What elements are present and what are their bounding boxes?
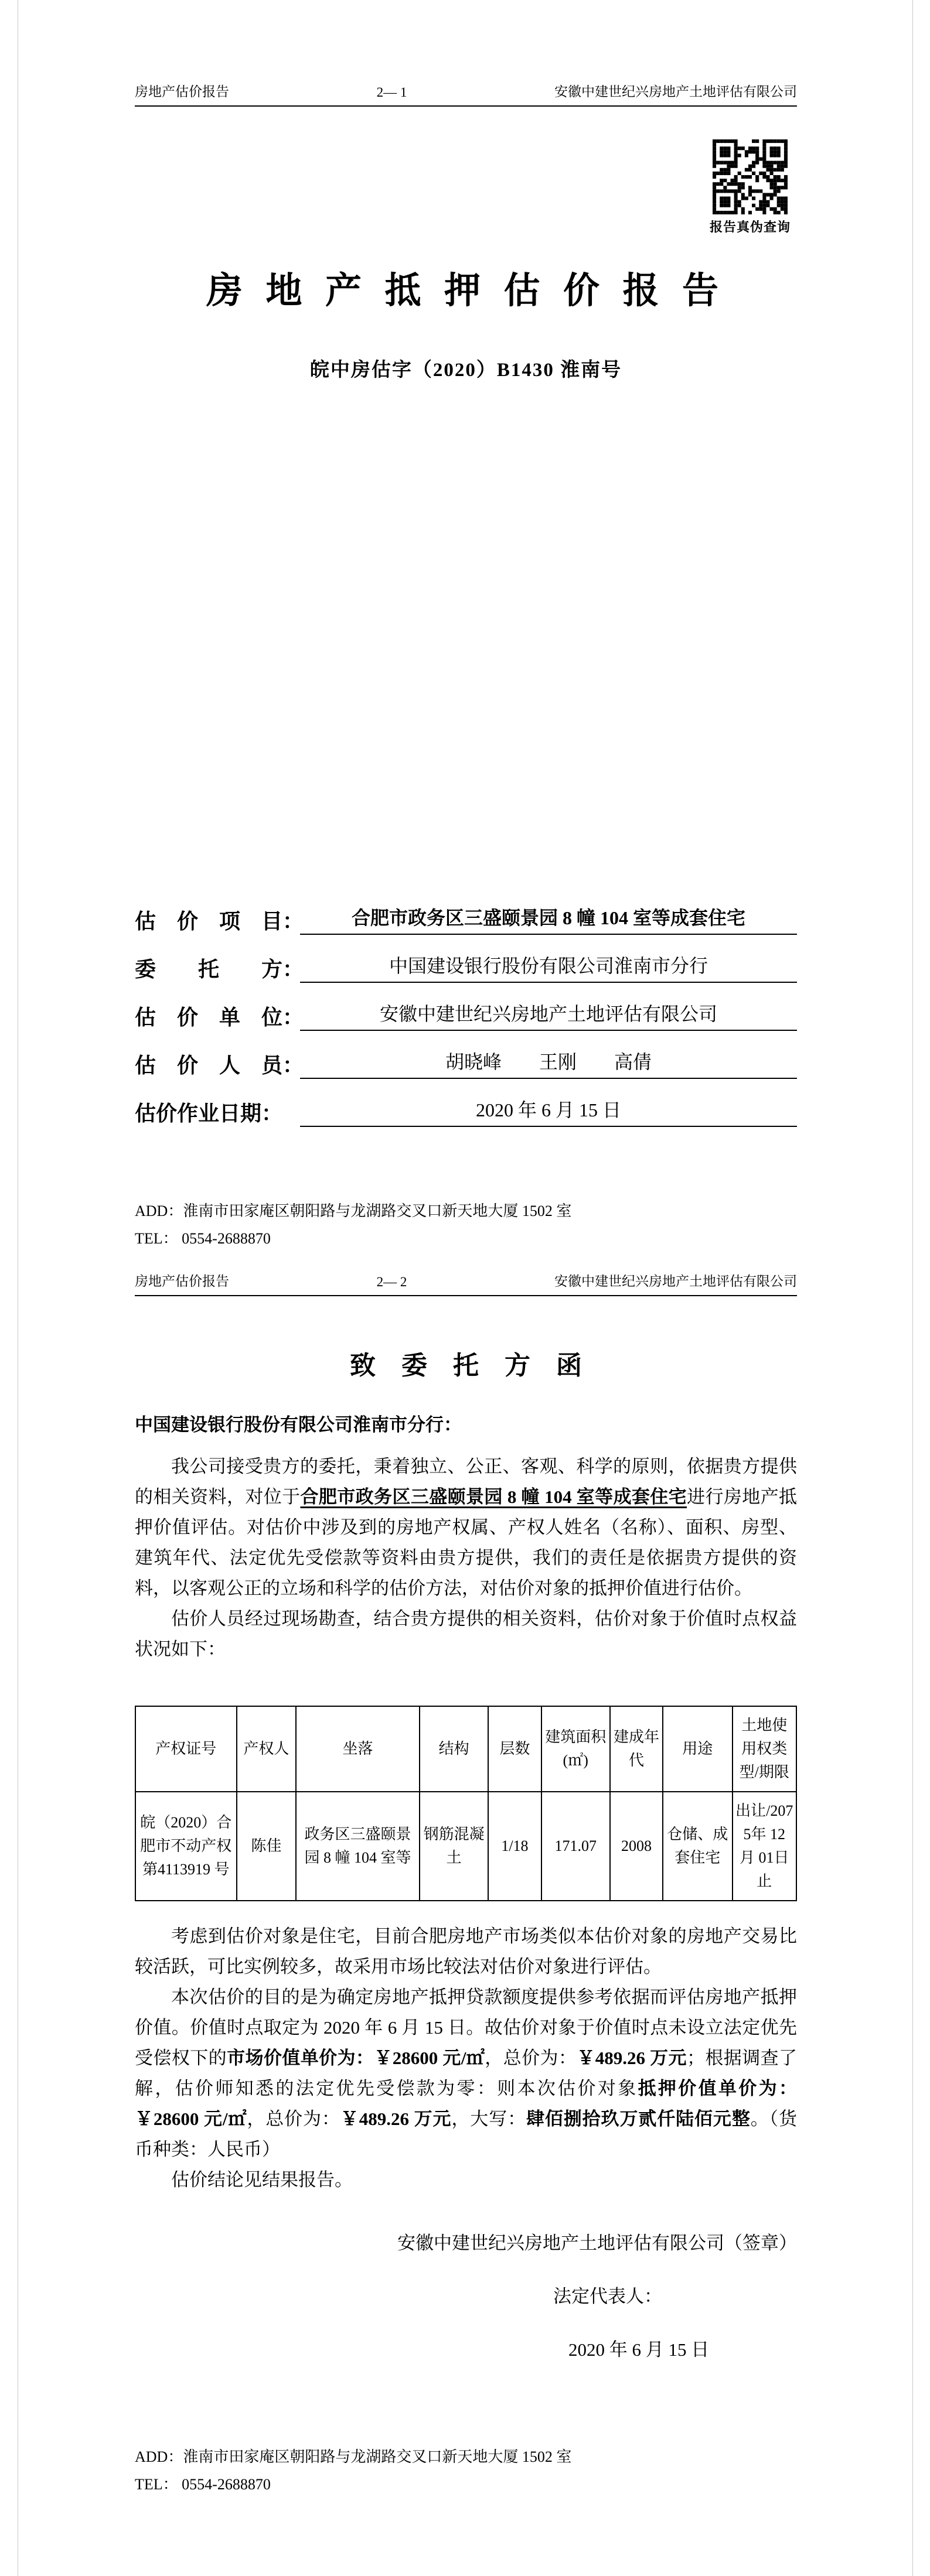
letter-addressee: 中国建设银行股份有限公司淮南市分行：	[135, 1415, 462, 1435]
mortgage-total-price: ￥489.26 万元	[340, 2109, 452, 2129]
footer-tel-label: TEL：	[135, 1230, 178, 1247]
market-total-price: ￥489.26 万元	[577, 2048, 687, 2068]
qr-block	[703, 139, 797, 235]
form-row-client	[135, 949, 797, 983]
header-page-number: 2— 2	[376, 1275, 407, 1289]
footer-tel: 0554-2688870	[182, 1230, 271, 1247]
closing-company-seal: 安徽中建世纪兴房地产土地评估有限公司（签章）	[397, 2233, 797, 2253]
appraisal-subject: 合肥市政务区三盛颐景园 8 幢 104 室等成套住宅	[300, 1487, 687, 1507]
property-rights-table	[135, 1706, 797, 1901]
letter-title: 致 委 托 方 函	[350, 1351, 582, 1380]
closing-date: 2020 年 6 月 15 日	[568, 2339, 710, 2360]
qr-caption: 报告真伪查询	[709, 220, 791, 234]
header-company-name: 安徽中建世纪兴房地产土地评估有限公司	[554, 84, 797, 99]
col-header-location: 坐落	[296, 1706, 420, 1792]
paragraph-survey: 估价人员经过现场勘查，结合贵方提供的相关资料，估价对象于价值时点权益状况如下：	[135, 1608, 797, 1659]
form-label-client: 委 托 方：	[135, 958, 304, 981]
form-label-appraisers: 估 价 人 员：	[135, 1054, 304, 1077]
paragraph-intro	[135, 1451, 797, 1604]
footer-tel-line	[135, 2472, 797, 2494]
cell-certificate-no: 皖（2020）合肥市不动产权第4113919 号	[135, 1792, 237, 1901]
form-row-agency	[135, 997, 797, 1031]
report-title: 房 地 产 抵 押 估 价 报 告	[206, 271, 725, 311]
cell-owner: 陈佳	[237, 1792, 297, 1901]
page-footer	[135, 1193, 797, 1248]
form-label-date: 估价作业日期：	[135, 1102, 283, 1125]
cell-floor-area: 171.07	[541, 1792, 610, 1901]
form-row-appraisers	[135, 1045, 797, 1079]
col-header-owner: 产权人	[237, 1706, 297, 1792]
amount-in-words: 肆佰捌拾玖万贰仟陆佰元整	[526, 2109, 751, 2129]
footer-address-line	[135, 2445, 797, 2466]
qr-code-icon	[703, 139, 797, 214]
valuation-text-5: ，大写：	[451, 2109, 526, 2129]
footer-address-label: ADD：	[135, 1202, 183, 1219]
intro-text-pre: 我公司接受贵方的委托，秉着独立、公正、客观、科学的原则，依据贵方提供的相关资料，对位于	[135, 1456, 797, 1507]
col-header-floor: 层数	[488, 1706, 541, 1792]
header-report-type: 房地产估价报告	[135, 84, 229, 99]
cell-year-built: 2008	[610, 1792, 663, 1901]
form-row-project	[135, 901, 797, 935]
form-row-date	[135, 1093, 797, 1127]
col-header-year-built: 建成年代	[610, 1706, 663, 1792]
cover-form	[135, 901, 797, 1127]
table-row	[135, 1792, 796, 1901]
paragraph-valuation	[135, 1982, 797, 2165]
page-1	[0, 0, 930, 1256]
form-value-project: 合肥市政务区三盛颐景园 8 幢 104 室等成套住宅	[300, 903, 797, 935]
cell-use: 仓储、成套住宅	[663, 1792, 732, 1901]
col-header-structure: 结构	[420, 1706, 488, 1792]
form-value-agency: 安徽中建世纪兴房地产土地评估有限公司	[300, 999, 797, 1031]
footer-address: 淮南市田家庵区朝阳路与龙湖路交叉口新天地大厦 1502 室	[183, 1202, 572, 1219]
running-header	[135, 81, 797, 107]
form-label-project: 估 价 项 目：	[135, 910, 304, 933]
qr-area	[135, 139, 797, 235]
header-report-type: 房地产估价报告	[135, 1274, 229, 1289]
footer-address-label: ADD：	[135, 2448, 183, 2465]
valuation-text-4: ，总价为：	[247, 2109, 340, 2129]
cell-land-right: 出让/2075年 12 月 01日止	[733, 1792, 796, 1901]
cell-location: 政务区三盛颐景园 8 幢 104 室等	[296, 1792, 420, 1901]
running-header	[135, 1270, 797, 1296]
paragraph-conclusion: 估价结论见结果报告。	[171, 2170, 353, 2190]
valuation-text-3: ；根据调查了解，估价师知悉的法定优先受偿款为零：则本次估价对象	[135, 2048, 798, 2099]
header-page-number: 2— 1	[376, 85, 407, 100]
col-header-land-right: 土地使用权类型/期限	[733, 1706, 796, 1792]
form-value-appraisers: 胡晓峰 王刚 高倩	[300, 1047, 797, 1079]
paragraph-method: 考虑到估价对象是住宅，目前合肥房地产市场类似本估价对象的房地产交易比较活跃，可比实例较多，故采用市场比较法对估价对象进行评估。	[135, 1926, 797, 1977]
col-header-use: 用途	[663, 1706, 732, 1792]
table-header-row	[135, 1706, 796, 1792]
market-unit-price: 市场价值单价为：￥28600 元/㎡	[227, 2048, 485, 2068]
cell-floor: 1/18	[488, 1792, 541, 1901]
mortgage-unit-price: 抵押价值单价为：￥28600 元/㎡	[135, 2078, 797, 2129]
closing-legal-representative: 法定代表人：	[553, 2286, 662, 2307]
form-label-agency: 估 价 单 位：	[135, 1006, 304, 1029]
page-footer	[135, 2439, 797, 2494]
valuation-text-1: 本次估价的目的是为确定房地产抵押贷款额度提供参考依据而评估房地产抵押价值。价值时点取定为 2020 年 6 月 15 日。故估价对象于价值时点未设立法定优先受偿权下的	[135, 1987, 797, 2068]
valuation-text-2: ，总价为：	[485, 2048, 577, 2068]
form-value-date: 2020 年 6 月 15 日	[300, 1095, 797, 1127]
valuation-text-6: 。（货币种类：人民币）	[135, 2109, 798, 2160]
col-header-floor-area: 建筑面积(㎡)	[541, 1706, 610, 1792]
header-company-name: 安徽中建世纪兴房地产土地评估有限公司	[554, 1274, 797, 1289]
col-header-certificate-no: 产权证号	[135, 1706, 237, 1792]
form-value-client: 中国建设银行股份有限公司淮南市分行	[300, 951, 797, 983]
report-doc-number: 皖中房估字（2020）B1430 淮南号	[309, 360, 622, 381]
footer-address-line	[135, 1199, 797, 1221]
footer-tel-line	[135, 1226, 797, 1248]
footer-address: 淮南市田家庵区朝阳路与龙湖路交叉口新天地大厦 1502 室	[183, 2448, 572, 2465]
letter-closing	[135, 2228, 797, 2361]
intro-text-post: 进行房地产抵押价值评估。对估价中涉及到的房地产权属、产权人姓名（名称）、面积、房型、建筑年代、法定优先受偿款等资料由贵方提供，我们的责任是依据贵方提供的资料，以客观公正的立场和科学的估价方法，对估价对象的抵押价值进行估价。	[135, 1487, 798, 1598]
footer-tel-label: TEL：	[135, 2476, 178, 2493]
cell-structure: 钢筋混凝土	[420, 1792, 488, 1901]
footer-tel: 0554-2688870	[182, 2476, 271, 2493]
page-2	[0, 1256, 930, 2576]
